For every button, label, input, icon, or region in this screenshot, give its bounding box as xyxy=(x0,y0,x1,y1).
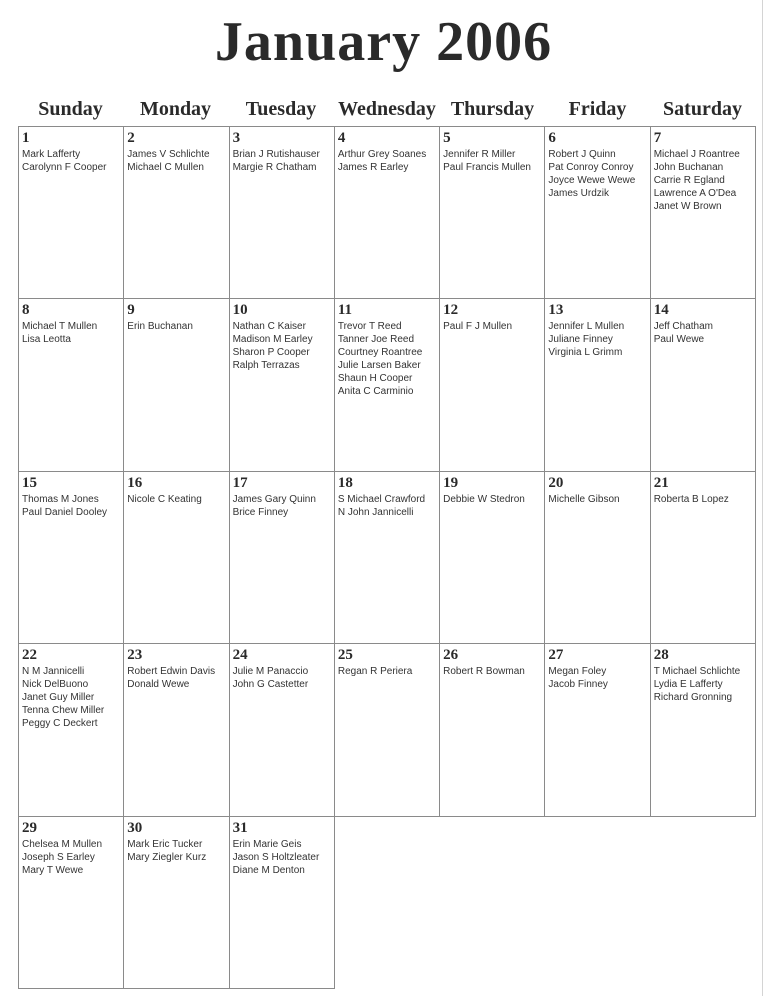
list-item: Jacob Finney xyxy=(548,679,608,691)
name-list xyxy=(654,665,752,704)
list-item: Robert Edwin Davis xyxy=(127,666,216,678)
name-list xyxy=(127,148,225,174)
list-item: Nicole C Keating xyxy=(127,493,202,505)
day-cell xyxy=(650,298,756,471)
day-cell xyxy=(334,643,440,816)
day-number: 14 xyxy=(653,302,669,319)
name-list xyxy=(233,665,331,691)
day-number: 15 xyxy=(22,474,37,491)
list-item: Thomas M Jones xyxy=(22,493,99,505)
list-item: Chelsea M Mullen xyxy=(22,838,103,850)
list-item: James Gary Quinn xyxy=(232,493,316,505)
list-item: Pat Conroy Conroy xyxy=(548,162,634,173)
day-number: 17 xyxy=(232,474,248,491)
day-cell xyxy=(229,816,335,989)
name-list xyxy=(338,320,436,398)
day-number: 30 xyxy=(127,819,143,836)
name-list xyxy=(443,320,541,333)
list-item: Roberta B Lopez xyxy=(653,493,729,505)
day-cell xyxy=(544,471,650,644)
day-number: 27 xyxy=(548,647,564,664)
day-number: 6 xyxy=(548,130,556,146)
list-item: Janet Guy Miller xyxy=(22,692,95,704)
list-item: James V Schlichte xyxy=(127,149,210,160)
day-cell xyxy=(229,126,335,299)
name-list xyxy=(233,148,331,174)
list-item: Julie Larsen Baker xyxy=(337,360,421,372)
day-cell xyxy=(123,816,229,989)
list-item: Nathan C Kaiser xyxy=(232,321,306,333)
weekday-tuesday: Tuesday xyxy=(245,98,317,120)
list-item: Brice Finney xyxy=(232,506,289,518)
day-cell xyxy=(650,126,756,299)
day-cell xyxy=(439,126,545,299)
name-list xyxy=(22,320,120,346)
list-item: Donald Wewe xyxy=(127,679,190,691)
list-item: N John Jannicelli xyxy=(337,506,414,518)
list-item: Erin Buchanan xyxy=(127,321,193,333)
day-number: 13 xyxy=(548,302,564,319)
list-item: Erin Marie Geis xyxy=(232,838,302,850)
day-cell xyxy=(650,643,756,816)
list-item: Madison M Earley xyxy=(232,334,313,346)
list-item: T Michael Schlichte xyxy=(653,666,741,678)
day-cell xyxy=(544,643,650,816)
list-item: Jennifer L Mullen xyxy=(548,321,625,333)
list-item: Paul F J Mullen xyxy=(443,321,513,333)
day-number: 31 xyxy=(232,819,248,836)
list-item: Robert R Bowman xyxy=(443,666,525,678)
list-item: Mark Eric Tucker xyxy=(127,838,203,850)
list-item: John G Castetter xyxy=(232,679,309,691)
list-item: Diane M Denton xyxy=(232,864,305,876)
day-cell xyxy=(123,298,229,471)
list-item: Arthur Grey Soanes xyxy=(337,149,427,160)
name-list xyxy=(654,320,752,346)
name-list xyxy=(443,148,541,174)
name-list xyxy=(548,320,646,359)
list-item: Tanner Joe Reed xyxy=(337,334,415,346)
name-list xyxy=(233,838,331,877)
day-number: 11 xyxy=(337,302,353,319)
list-item: Janet W Brown xyxy=(653,201,722,212)
list-item: Anita C Carminio xyxy=(337,386,414,398)
list-item: Debbie W Stedron xyxy=(443,493,525,505)
list-item: James R Earley xyxy=(337,162,409,173)
list-item: Lydia E Lafferty xyxy=(653,679,723,691)
name-list xyxy=(127,320,225,333)
name-list xyxy=(548,665,646,691)
list-item: Paul Wewe xyxy=(653,334,705,346)
day-cell xyxy=(334,126,440,299)
list-item: Ralph Terrazas xyxy=(232,360,300,372)
list-item: Virginia L Grimm xyxy=(548,347,623,359)
list-item: Juliane Finney xyxy=(548,334,613,346)
name-list xyxy=(338,493,436,519)
list-item: Jeff Chatham xyxy=(653,321,713,333)
name-list xyxy=(127,838,225,864)
day-number: 25 xyxy=(337,647,353,664)
day-cell xyxy=(18,471,124,644)
day-cell xyxy=(334,471,440,644)
day-number: 7 xyxy=(653,130,662,146)
name-list xyxy=(22,493,120,519)
day-number: 9 xyxy=(127,302,135,319)
list-item: Michelle Gibson xyxy=(548,493,620,505)
day-cell xyxy=(229,643,335,816)
weekday-friday: Friday xyxy=(568,98,627,120)
name-list xyxy=(22,148,120,174)
name-list xyxy=(338,148,436,174)
day-cell xyxy=(18,816,124,989)
list-item: S Michael Crawford xyxy=(337,493,426,505)
list-item: Michael C Mullen xyxy=(127,162,204,173)
day-number: 1 xyxy=(22,130,30,146)
list-item: Lawrence A O'Dea xyxy=(653,188,737,199)
list-item: Paul Francis Mullen xyxy=(443,162,531,173)
name-list xyxy=(233,320,331,372)
name-list xyxy=(443,493,541,506)
day-number: 5 xyxy=(443,130,451,146)
list-item: John Buchanan xyxy=(653,162,724,173)
name-list xyxy=(654,148,752,213)
day-number: 23 xyxy=(127,647,143,664)
weekday-thursday: Thursday xyxy=(450,98,535,120)
name-list xyxy=(338,665,436,678)
day-cell xyxy=(18,126,124,299)
list-item: Brian J Rutishauser xyxy=(232,149,320,160)
list-item: Margie R Chatham xyxy=(232,162,317,173)
name-list xyxy=(548,148,646,200)
day-number: 29 xyxy=(22,819,37,836)
list-item: Mary Ziegler Kurz xyxy=(127,851,207,863)
list-item: Jason S Holtzleater xyxy=(232,851,320,863)
list-item: Mary T Wewe xyxy=(22,864,84,876)
day-number: 18 xyxy=(337,474,353,491)
scan-edge xyxy=(762,0,763,996)
list-item: Megan Foley xyxy=(548,666,607,678)
list-item: Julie M Panaccio xyxy=(232,666,309,678)
day-cell xyxy=(18,643,124,816)
name-list xyxy=(127,493,225,506)
list-item: Trevor T Reed xyxy=(337,321,402,333)
list-item: Paul Daniel Dooley xyxy=(22,506,108,518)
day-cell xyxy=(123,126,229,299)
weekday-sunday: Sunday xyxy=(38,98,103,120)
list-item: Peggy C Deckert xyxy=(22,718,98,730)
day-number: 2 xyxy=(127,130,135,146)
day-cell xyxy=(544,126,650,299)
name-list xyxy=(548,493,646,506)
weekday-wednesday: Wednesday xyxy=(338,98,436,120)
list-item: James Urdzik xyxy=(548,188,609,199)
list-item: Carrie R Egland xyxy=(653,175,725,186)
day-number: 8 xyxy=(22,302,30,319)
list-item: Robert J Quinn xyxy=(548,149,616,160)
day-number: 10 xyxy=(232,302,248,319)
day-cell xyxy=(229,471,335,644)
name-list xyxy=(22,838,120,877)
list-item: Jennifer R Miller xyxy=(443,149,516,160)
list-item: Michael J Roantree xyxy=(653,149,740,160)
list-item: Shaun H Cooper xyxy=(337,373,413,385)
calendar-title: January 2006 xyxy=(214,11,553,73)
day-number: 20 xyxy=(548,474,564,491)
day-cell xyxy=(123,643,229,816)
list-item: Nick DelBuono xyxy=(22,679,89,691)
day-cell xyxy=(439,643,545,816)
day-number: 24 xyxy=(232,647,248,664)
list-item: Mark Lafferty xyxy=(22,149,81,160)
day-cell xyxy=(544,298,650,471)
day-number: 22 xyxy=(22,647,37,664)
day-number: 19 xyxy=(443,474,459,491)
day-cell xyxy=(439,298,545,471)
weekday-saturday: Saturday xyxy=(663,98,742,120)
list-item: Tenna Chew Miller xyxy=(22,705,105,717)
day-number: 28 xyxy=(653,647,669,664)
name-list xyxy=(443,665,541,678)
day-number: 16 xyxy=(127,474,143,491)
day-cell xyxy=(650,471,756,644)
weekday-monday: Monday xyxy=(139,98,212,120)
day-number: 3 xyxy=(232,130,241,146)
day-cell xyxy=(229,298,335,471)
day-number: 21 xyxy=(653,474,669,491)
list-item: Carolynn F Cooper xyxy=(22,162,107,173)
list-item: Regan R Periera xyxy=(337,666,413,678)
day-cell xyxy=(334,298,440,471)
day-cell xyxy=(439,471,545,644)
day-number: 12 xyxy=(443,302,459,319)
list-item: N M Jannicelli xyxy=(22,666,85,678)
day-cell xyxy=(123,471,229,644)
list-item: Lisa Leotta xyxy=(22,334,71,346)
day-number: 4 xyxy=(337,130,346,146)
list-item: Joseph S Earley xyxy=(22,851,95,863)
calendar-grid xyxy=(18,126,755,988)
day-number: 26 xyxy=(443,647,459,664)
list-item: Richard Gronning xyxy=(653,692,733,704)
list-item: Courtney Roantree xyxy=(337,347,423,359)
list-item: Joyce Wewe Wewe xyxy=(548,175,636,186)
list-item: Michael T Mullen xyxy=(22,321,98,333)
name-list xyxy=(654,493,752,506)
name-list xyxy=(233,493,331,519)
name-list xyxy=(127,665,225,691)
name-list xyxy=(22,665,120,730)
day-cell xyxy=(18,298,124,471)
list-item: Sharon P Cooper xyxy=(232,347,310,359)
